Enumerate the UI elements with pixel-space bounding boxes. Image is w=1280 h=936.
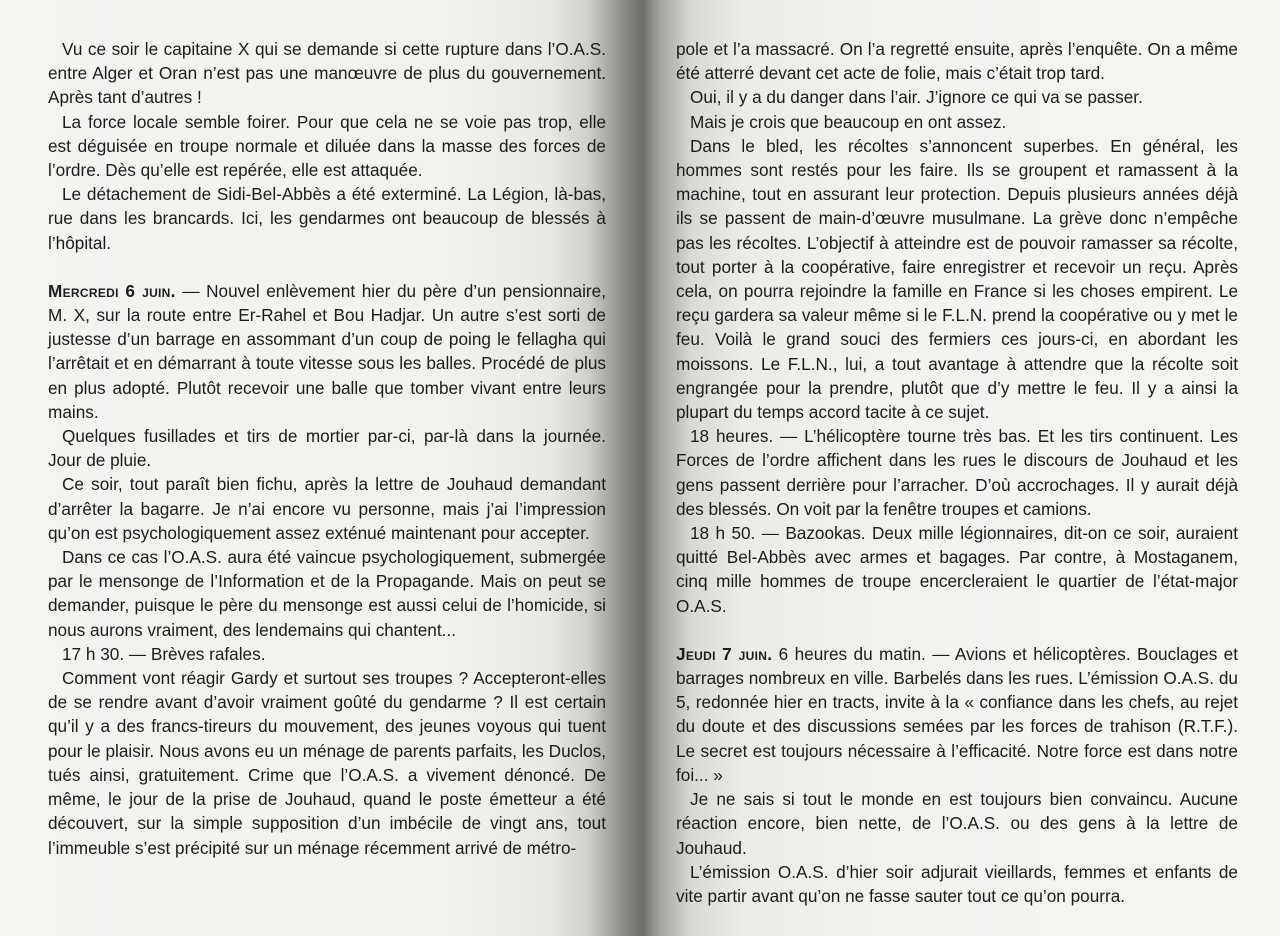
paragraph: Mais je crois que beaucoup en ont assez. [690, 111, 1007, 132]
paragraph: L’émission O.A.S. d’hier soir adjurait vieillards, femmes et enfants de vite partir avant qu’on ne fasse sauter tout ce qu’on pourra. [676, 861, 1238, 906]
paragraph: Quelques fusillades et tirs de mortier par-ci, par-là dans la journée. Jour de pluie. [48, 426, 606, 471]
paragraph: Comment vont réagir Gardy et surtout ses troupes ? Accepteront-elles de se rendre avant d’avoir vraiment goûté du gendarme ? Il est certain qu’il y a des francs-tireurs du mouvement, des jeunes voyous qui tuent pour le plaisir. Nous avons eu un ménage de parents parfaits, les Duclos, tués ainsi, gratuitement. Crime que l’O.A.S. a vivement dénoncé. De même, le jour de la prise de Jouhaud, quand le poste émetteur a été découvert, sur la simple supposition d’un imbécile de vingt ans, tout l’immeuble s’est précipité sur un ménage récemment arrivé de métro- [48, 668, 606, 858]
paragraph: 18 h 50. — Bazookas. Deux mille légionnaires, dit-on ce soir, auraient quitté Bel-Abbès avec armes et bagages. Par contre, à Mostaganem, cinq mille hommes de troupe encercleraient le quartier de l’état-major O.A.S. [676, 523, 1238, 616]
paragraph: pole et l’a massacré. On l’a regretté ensuite, après l’enquête. On a même été atterré devant cet acte de folie, mais c’était trop tard. [676, 39, 1238, 84]
entry-date-label: 7 juin. [722, 643, 773, 664]
entry-day-label: Jeudi [676, 643, 716, 664]
entry-date-label: 6 juin. [125, 280, 176, 301]
diary-entry-thursday [676, 642, 1238, 787]
entry-spacer [48, 255, 606, 279]
paragraph: 17 h 30. — Brèves rafales. [62, 643, 266, 664]
diary-entry-wednesday [48, 279, 606, 424]
paragraph: Je ne sais si tout le monde en est toujours bien convaincu. Aucune réaction encore, bien nette, de l’O.A.S. ou des gens à la lettre de Jouhaud. [676, 789, 1238, 858]
entry-day-label: Mercredi [48, 280, 119, 301]
entry-spacer [676, 618, 1238, 642]
entry-text: — Nouvel enlèvement hier du père d’un pensionnaire, M. X, sur la route entre Er-Rahel et Bou Hadjar. Un autre s’est sorti de justesse d’un barrage en assommant d’un coup de poing le fellagha qui l’arrêtait et en démarrant à toute vitesse sous les balles. Procédé de plus en plus adopté. Plutôt recevoir une balle que tomber vivant entre leurs mains. [48, 280, 606, 422]
left-page [48, 37, 606, 860]
paragraph: 18 heures. — L’hélicoptère tourne très bas. Et les tirs continuent. Les Forces de l’ordre affichent dans les rues le discours de Jouhaud et les gens passent derrière pour l’arracher. D’où accrochages. Il y aurait déjà des blessés. On voit par la fenêtre troupes et camions. [676, 426, 1238, 519]
paragraph: Oui, il y a du danger dans l’air. J’ignore ce qui va se passer. [690, 87, 1143, 108]
paragraph: Dans ce cas l’O.A.S. aura été vaincue psychologiquement, submergée par le mensonge de l’Information et de la Propagande. Mais on peut se demander, puisque le père du mensonge est aussi celui de l’homicide, si nous aurons vraiment, des lendemains qui chantent... [48, 547, 606, 640]
entry-text: 6 heures du matin. — Avions et hélicoptères. Bouclages et barrages nombreux en ville. Barbelés dans les rues. L’émission O.A.S. du 5, redonnée hier en tracts, invite à la « confiance dans les chefs, au rejet du doute et des discussions semées par les forces de trahison (R.T.F.). Le secret est toujours nécessaire à l’efficacité. Notre force est dans notre foi... » [676, 643, 1238, 785]
paragraph: Le détachement de Sidi-Bel-Abbès a été exterminé. La Légion, là-bas, rue dans les brancards. Ici, les gendarmes ont beaucoup de blessés à l’hôpital. [48, 184, 606, 253]
paragraph: Vu ce soir le capitaine X qui se demande si cette rupture dans l’O.A.S. entre Alger et Oran n’est pas une manœuvre de plus du gouvernement. Après tant d’autres ! [48, 39, 606, 108]
paragraph: Ce soir, tout paraît bien fichu, après la lettre de Jouhaud demandant d’arrêter la bagarre. Je n’ai encore vu personne, mais j’ai l’impression qu’on est psychologiquement assez exténué maintenant pour accepter. [48, 474, 606, 543]
paragraph: La force locale semble foirer. Pour que cela ne se voie pas trop, elle est déguisée en troupe normale et diluée dans la masse des forces de l’ordre. Dès qu’elle est repérée, elle est attaquée. [48, 111, 606, 181]
right-page [676, 37, 1238, 908]
paragraph: Dans le bled, les récoltes s’annoncent superbes. En général, les hommes sont restés pour les faire. Ils se groupent et ramassent à la machine, tout en assurant leur protection. Depuis plusieurs années déjà ils se passent de main-d’œuvre musulmane. La grève donc n’empêche pas les récoltes. L’objectif à atteindre est de pouvoir ramasser sa récolte, tout porter à la coopérative, faire enregistrer et recevoir un reçu. Après cela, on pourra rejoindre la famille en France si les choses empirent. Le reçu gardera sa valeur même si le F.L.N. prend la coopérative ou y met le feu. Voilà le grand souci des fermiers ces jours-ci, en abordant les moissons. Le F.L.N., lui, a tout avantage à attendre que la récolte soit engrangée pour la prendre, plutôt que d’y mettre le feu. Il y a ainsi la plupart du temps accord tacite à ce sujet. [676, 135, 1238, 423]
